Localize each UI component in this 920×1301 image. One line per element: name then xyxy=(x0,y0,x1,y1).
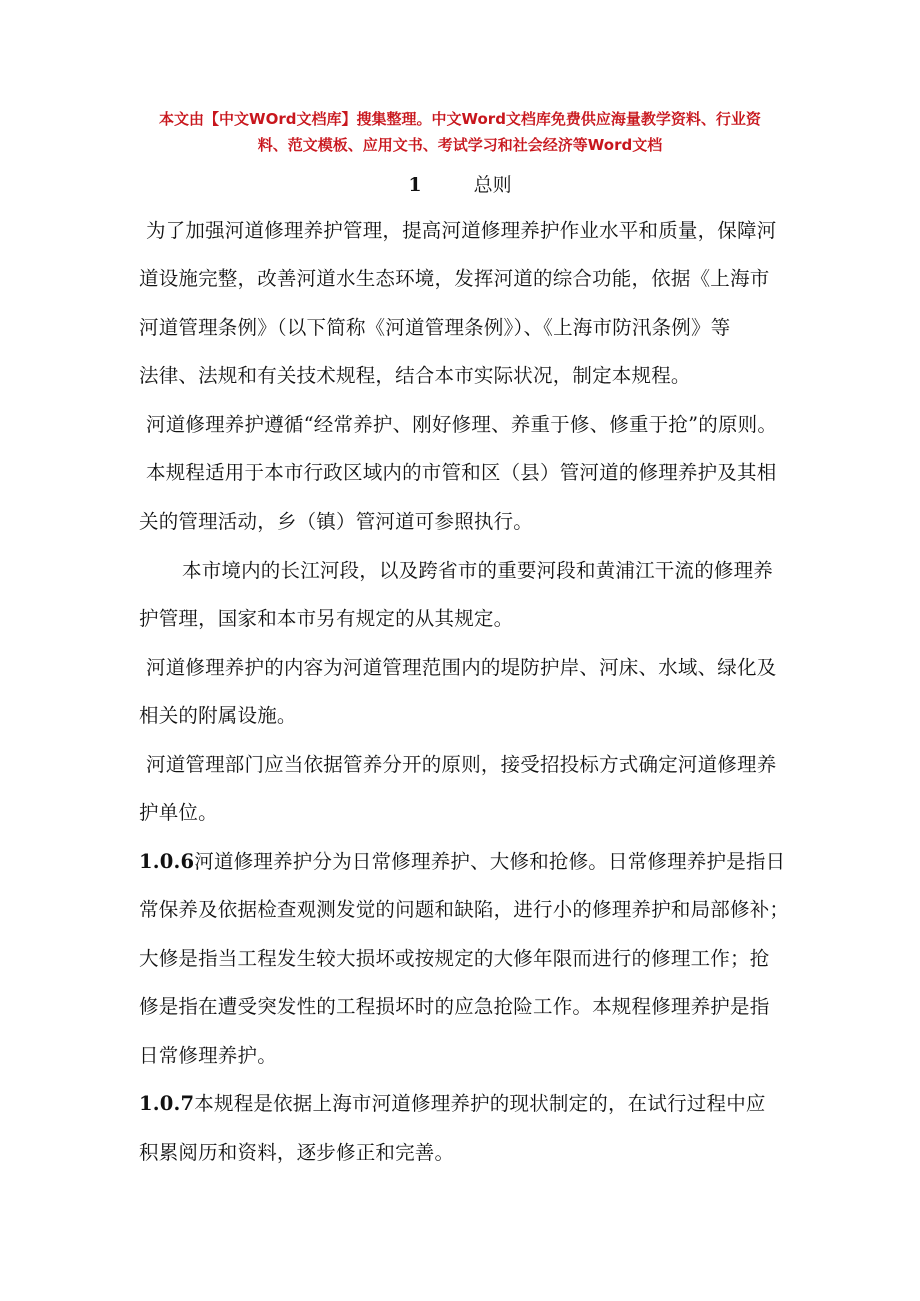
paragraph-1-line-1: 为了加强河道修理养护管理，提高河道修理养护作业水平和质量，保障河 xyxy=(146,219,777,242)
paragraph-1-line-4: 法律、法规和有关技术规程，结合本市实际状况，制定本规程。 xyxy=(139,364,691,387)
section-number-1-0-6: 1.0.6 xyxy=(139,850,195,873)
paragraph-7-line-1-text: 河道修理养护分为日常修理养护、大修和抢修。日常修理养护是指日 xyxy=(194,850,786,873)
chapter-title: 总则 xyxy=(473,174,512,196)
chapter-number: 1 xyxy=(408,174,422,196)
paragraph-7-line-3: 大修是指当工程发生较大损坏或按规定的大修年限而进行的修理工作；抢 xyxy=(139,947,770,970)
paragraph-5-line-2: 相关的附属设施。 xyxy=(139,704,297,727)
paragraph-8-line-1 xyxy=(139,1089,766,1119)
paragraph-7-line-1 xyxy=(139,847,785,877)
paragraph-6-line-1: 河道管理部门应当依据管养分开的原则，接受招投标方式确定河道修理养 xyxy=(146,753,777,776)
paragraph-5-line-1: 河道修理养护的内容为河道管理范围内的堤防护岸、河床、水域、绿化及 xyxy=(146,656,777,679)
paragraph-1-line-2: 道设施完整，改善河道水生态环境，发挥河道的综合功能，依据《上海市 xyxy=(139,267,770,290)
paragraph-8-line-1-text: 本规程是依据上海市河道修理养护的现状制定的，在试行过程中应 xyxy=(194,1092,766,1115)
paragraph-2-line-1: 河道修理养护遵循“经常养护、刚好修理、养重于修、修重于抢”的原则。 xyxy=(146,413,778,436)
paragraph-4-line-2: 护管理，国家和本市另有规定的从其规定。 xyxy=(139,607,514,630)
source-notice-line-1: 本文由【中文WOrd文档库】搜集整理。中文Word文档库免费供应海量教学资料、行业资 xyxy=(159,110,761,128)
paragraph-7-line-2: 常保养及依据检查观测发觉的问题和缺陷，进行小的修理养护和局部修补； xyxy=(139,898,790,921)
paragraph-3-line-2: 关的管理活动，乡（镇）管河道可参照执行。 xyxy=(139,510,534,533)
chapter-heading xyxy=(0,170,920,200)
paragraph-3-line-1: 本规程适用于本市行政区域内的市管和区（县）管河道的修理养护及其相 xyxy=(146,461,777,484)
paragraph-8-line-2: 积累阅历和资料，逐步修正和完善。 xyxy=(139,1141,455,1164)
paragraph-7-line-5: 日常修理养护。 xyxy=(139,1044,277,1067)
section-number-1-0-7: 1.0.7 xyxy=(139,1092,195,1115)
paragraph-4-line-1: 本市境内的长江河段，以及跨省市的重要河段和黄浦江干流的修理养 xyxy=(182,559,774,582)
paragraph-1-line-3: 河道管理条例》（以下简称《河道管理条例》）、《上海市防汛条例》等 xyxy=(139,316,731,339)
paragraph-6-line-2: 护单位。 xyxy=(139,801,218,824)
source-notice xyxy=(120,106,800,158)
source-notice-line-2: 料、范文模板、应用文书、考试学习和社会经济等Word文档 xyxy=(257,136,663,154)
paragraph-7-line-4: 修是指在遭受突发性的工程损坏时的应急抢险工作。本规程修理养护是指 xyxy=(139,995,770,1018)
